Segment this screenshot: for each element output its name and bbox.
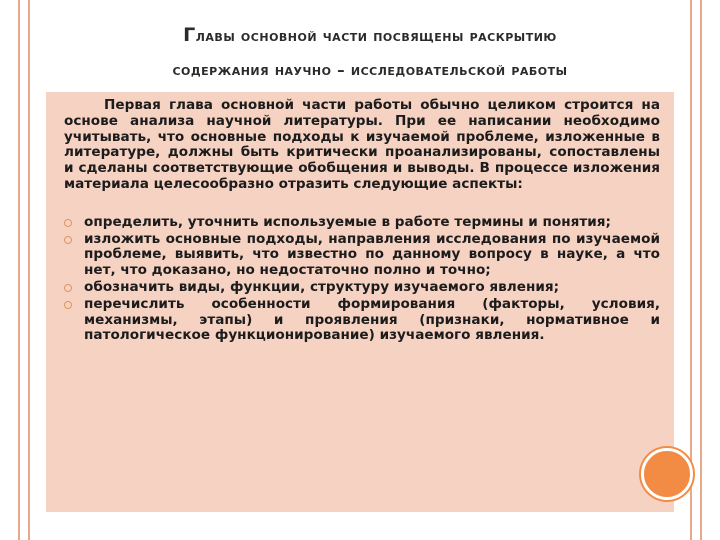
title-line-1-rest: лавы основной части посвящены раскрытию <box>195 27 557 45</box>
bullet-icon <box>64 236 72 244</box>
content-card <box>46 92 674 512</box>
left-decorative-frame <box>18 0 30 540</box>
list-item <box>64 215 660 231</box>
list-item <box>64 297 660 344</box>
bullet-icon <box>64 284 72 292</box>
list-item-text: изложить основные подходы, направления исследования по изучаемой проблеме, выявить, что известно по данному вопросу в науке, а что нет, что доказано, но недостаточно полно и точно; <box>84 230 660 279</box>
aspects-list <box>64 215 660 344</box>
title-line-1 <box>40 18 700 53</box>
intro-paragraph: Первая глава основной части работы обычно целиком строится на основе анализа научной литературы. При ее написании необходимо учитывать, что основные подходы к изучаемой проблеме, изложенные в литературе, должны быть критически проанализированы, сопоставлены и сделаны соответствующие обобщения и выводы. В процессе изложения материала целесообразно отразить следующие аспекты: <box>64 97 660 192</box>
slide-title <box>40 18 700 87</box>
list-item <box>64 280 660 296</box>
list-item-text: обозначить виды, функции, структуру изучаемого явления; <box>84 278 560 295</box>
bullet-icon <box>64 219 72 227</box>
decorative-circle-icon <box>641 448 693 500</box>
title-line-2: содержания научно – исследовательской работы <box>172 61 568 79</box>
list-item <box>64 232 660 279</box>
bullet-icon <box>64 301 72 309</box>
title-initial: Г <box>183 24 196 46</box>
list-item-text: определить, уточнить используемые в работе термины и понятия; <box>84 213 611 230</box>
list-item-text: перечислить особенности формирования (факторы, условия, механизмы, этапы) и проявления (признаки, нормативное и патологическое функционирование) изучаемого явления. <box>84 295 660 344</box>
